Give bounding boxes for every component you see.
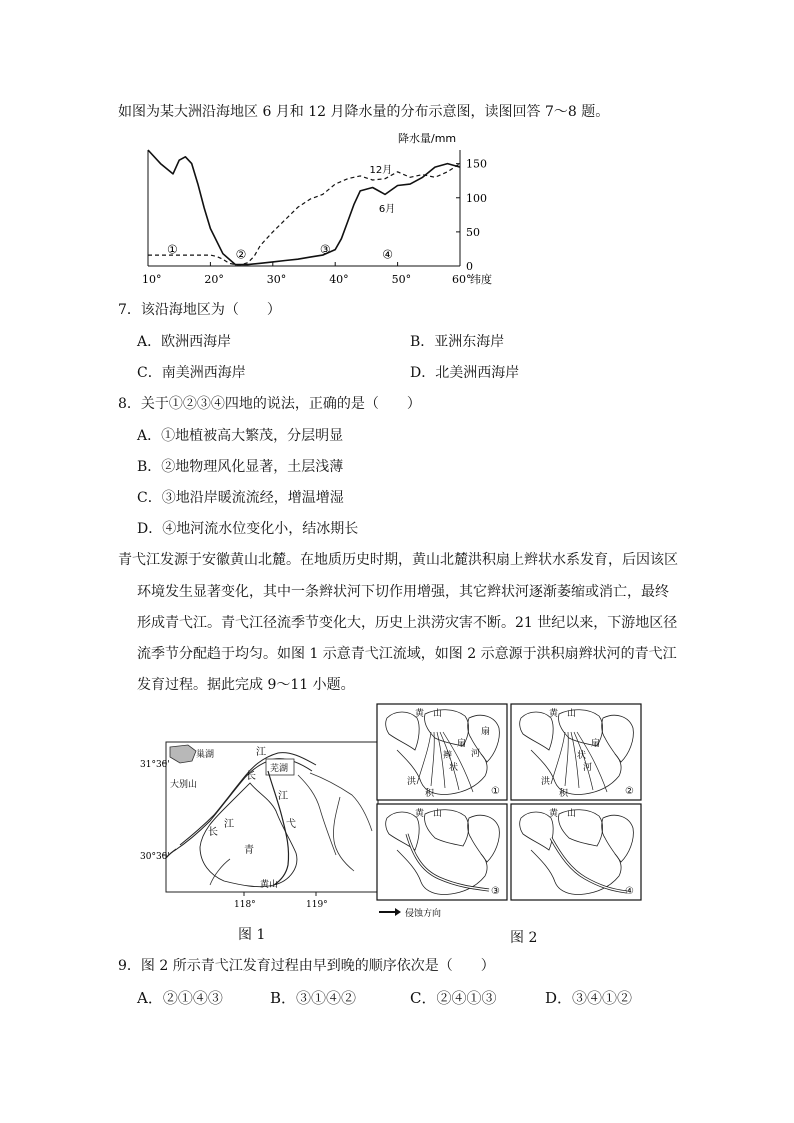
figure2-panel-1	[377, 704, 507, 800]
y-tick-label: 0	[466, 260, 473, 273]
label-jiang-mid: 江	[224, 819, 234, 830]
tributary-2	[310, 773, 372, 831]
region-marker: ③	[319, 242, 331, 257]
figure1-map	[140, 735, 380, 915]
lon-label-118: 118°	[234, 900, 256, 910]
label-chang-left: 长	[208, 827, 218, 838]
figure2-panel-2	[511, 704, 641, 800]
y-tick-label: 150	[466, 157, 487, 171]
q7-option-a[interactable]: A．欧洲西海岸	[137, 334, 232, 350]
y-tick-label: 100	[466, 191, 487, 205]
panel-label-char: 扇	[481, 727, 491, 737]
passage-line-1: 青弋江发源于安徽黄山北麓。在地质历史时期，黄山北麓洪积扇上辫状水系发育，后因该区	[118, 552, 678, 568]
label-qing: 青	[244, 845, 254, 856]
q9-option-d[interactable]: D．③④①②	[545, 989, 633, 1007]
label-chang-top: 长	[246, 771, 256, 782]
panel-label-char: 河	[471, 749, 481, 759]
x-axis-label: 纬度	[470, 273, 492, 286]
series-line-december	[148, 164, 460, 265]
q8-stem: 8．关于①②③④四地的说法，正确的是（ ）	[118, 396, 421, 412]
x-tick-label: 50°	[391, 273, 412, 286]
x-tick-label: 10°	[142, 273, 162, 286]
label-jiang-top: 江	[256, 747, 266, 758]
panel-label-char: 辫	[443, 751, 453, 761]
q9-stem: 9．图 2 所示青弋江发育过程由早到晚的顺序依次是（ ）	[118, 958, 495, 974]
panel-number: ①	[491, 786, 500, 797]
q7-stem: 7．该沿海地区为（ ）	[118, 302, 281, 318]
tributary-1	[298, 775, 336, 855]
q8-option-b[interactable]: B．②地物理风化显著，土层浅薄	[137, 459, 344, 475]
x-tick-label: 30°	[266, 273, 287, 286]
chart-axes	[142, 131, 492, 286]
figure1-caption: 图 1	[238, 927, 266, 943]
label-huangshan: 黄山	[260, 880, 279, 890]
panel-number: ②	[625, 786, 634, 797]
label-yi: 弋	[286, 819, 296, 830]
q8-option-a[interactable]: A．①地植被高大繁茂，分层明显	[137, 428, 344, 444]
passage-line-2: 环境发生显著变化，其中一条辫状河下切作用增强，其它辫状河逐渐萎缩或消亡，最终	[137, 584, 669, 600]
passage-line-3: 形成青弋江。青弋江径流季节变化大，历史上洪涝灾害不断。21 世纪以来，下游地区径	[137, 615, 678, 631]
q7-option-c[interactable]: C．南美洲西海岸	[137, 365, 246, 381]
tributary-4	[210, 859, 230, 885]
q8-option-d[interactable]: D．④地河流水位变化小，结冰期长	[137, 521, 359, 537]
region-marker: ②	[235, 247, 247, 262]
legend-label: 侵蚀方向	[405, 909, 442, 919]
panel-label-char: 状	[449, 763, 459, 773]
label-wuhu: 芜湖	[270, 764, 289, 774]
y-axis-label: 降水量/mm	[398, 132, 457, 145]
passage-line-5: 发育过程。据此完成 9～11 小题。	[137, 677, 355, 693]
series-label: 6月	[378, 204, 396, 216]
x-tick-label: 60°	[452, 273, 472, 286]
lat-label-31-30: 31°30'	[140, 760, 170, 770]
chart-lines	[148, 150, 460, 265]
passage-line-4: 流季节分配趋于均匀。如图 1 示意青弋江流域，如图 2 示意源于洪积扇辫状河的青弋江	[137, 646, 677, 662]
q7-option-d[interactable]: D．北美洲西海岸	[410, 365, 520, 381]
panel-label-char: 河	[583, 763, 593, 773]
x-tick-label: 40°	[329, 273, 349, 286]
region-marker: ④	[382, 247, 394, 262]
question-intro-7-8: 如图为某大洲沿海地区 6 月和 12 月降水量的分布示意图，读图回答 7～8 题。	[118, 104, 610, 120]
label-chaohu: 巢湖	[196, 750, 215, 760]
panel-mountain-label: 黄 山	[415, 809, 443, 819]
panel-mountain-label: 黄 山	[549, 809, 577, 819]
figure2-panel-4	[511, 804, 641, 900]
panel-number: ③	[491, 886, 500, 897]
yangtze-river-bank-1	[180, 753, 316, 845]
q7-option-b[interactable]: B．亚洲东海岸	[410, 334, 505, 350]
q8-option-c[interactable]: C．③地沿岸暖流流经，增温增湿	[137, 490, 344, 506]
panel-number: ④	[625, 886, 634, 897]
y-tick-label: 50	[466, 225, 480, 239]
figure2-caption: 图 2	[510, 930, 538, 946]
label-dabieshan: 大别山	[170, 780, 198, 790]
series-line-june	[148, 150, 460, 265]
q9-option-b[interactable]: B．③①④②	[270, 989, 357, 1007]
precipitation-chart	[130, 128, 500, 296]
panel-label-char: 扇	[591, 739, 601, 749]
panel-label-char: 积	[425, 789, 435, 799]
panel-label-char: 扇	[457, 739, 467, 749]
panel-label-char: 洪	[541, 777, 551, 787]
panel-label-char: 状	[577, 751, 587, 761]
tributary-3	[333, 797, 354, 871]
q9-option-c[interactable]: C．②④①③	[410, 989, 497, 1007]
lat-label-30-30: 30°30'	[140, 852, 170, 862]
chaohu-lake	[170, 745, 196, 763]
lon-label-119: 119°	[306, 900, 328, 910]
region-marker: ①	[166, 242, 178, 257]
panel-label-char: 洪	[407, 777, 417, 787]
chart-labels	[167, 243, 393, 262]
series-label: 12月	[369, 165, 393, 177]
panel-label-char: 积	[559, 789, 569, 799]
figure2-panels	[375, 700, 645, 920]
panel-mountain-label: 黄 山	[549, 709, 577, 719]
q9-option-a[interactable]: A．②①④③	[137, 989, 223, 1007]
x-tick-label: 20°	[204, 273, 224, 286]
legend-arrow-head	[395, 908, 401, 916]
label-jiang-basin: 江	[278, 791, 288, 802]
figure2-panel-3	[377, 804, 507, 900]
panel-mountain-label: 黄 山	[415, 709, 443, 719]
